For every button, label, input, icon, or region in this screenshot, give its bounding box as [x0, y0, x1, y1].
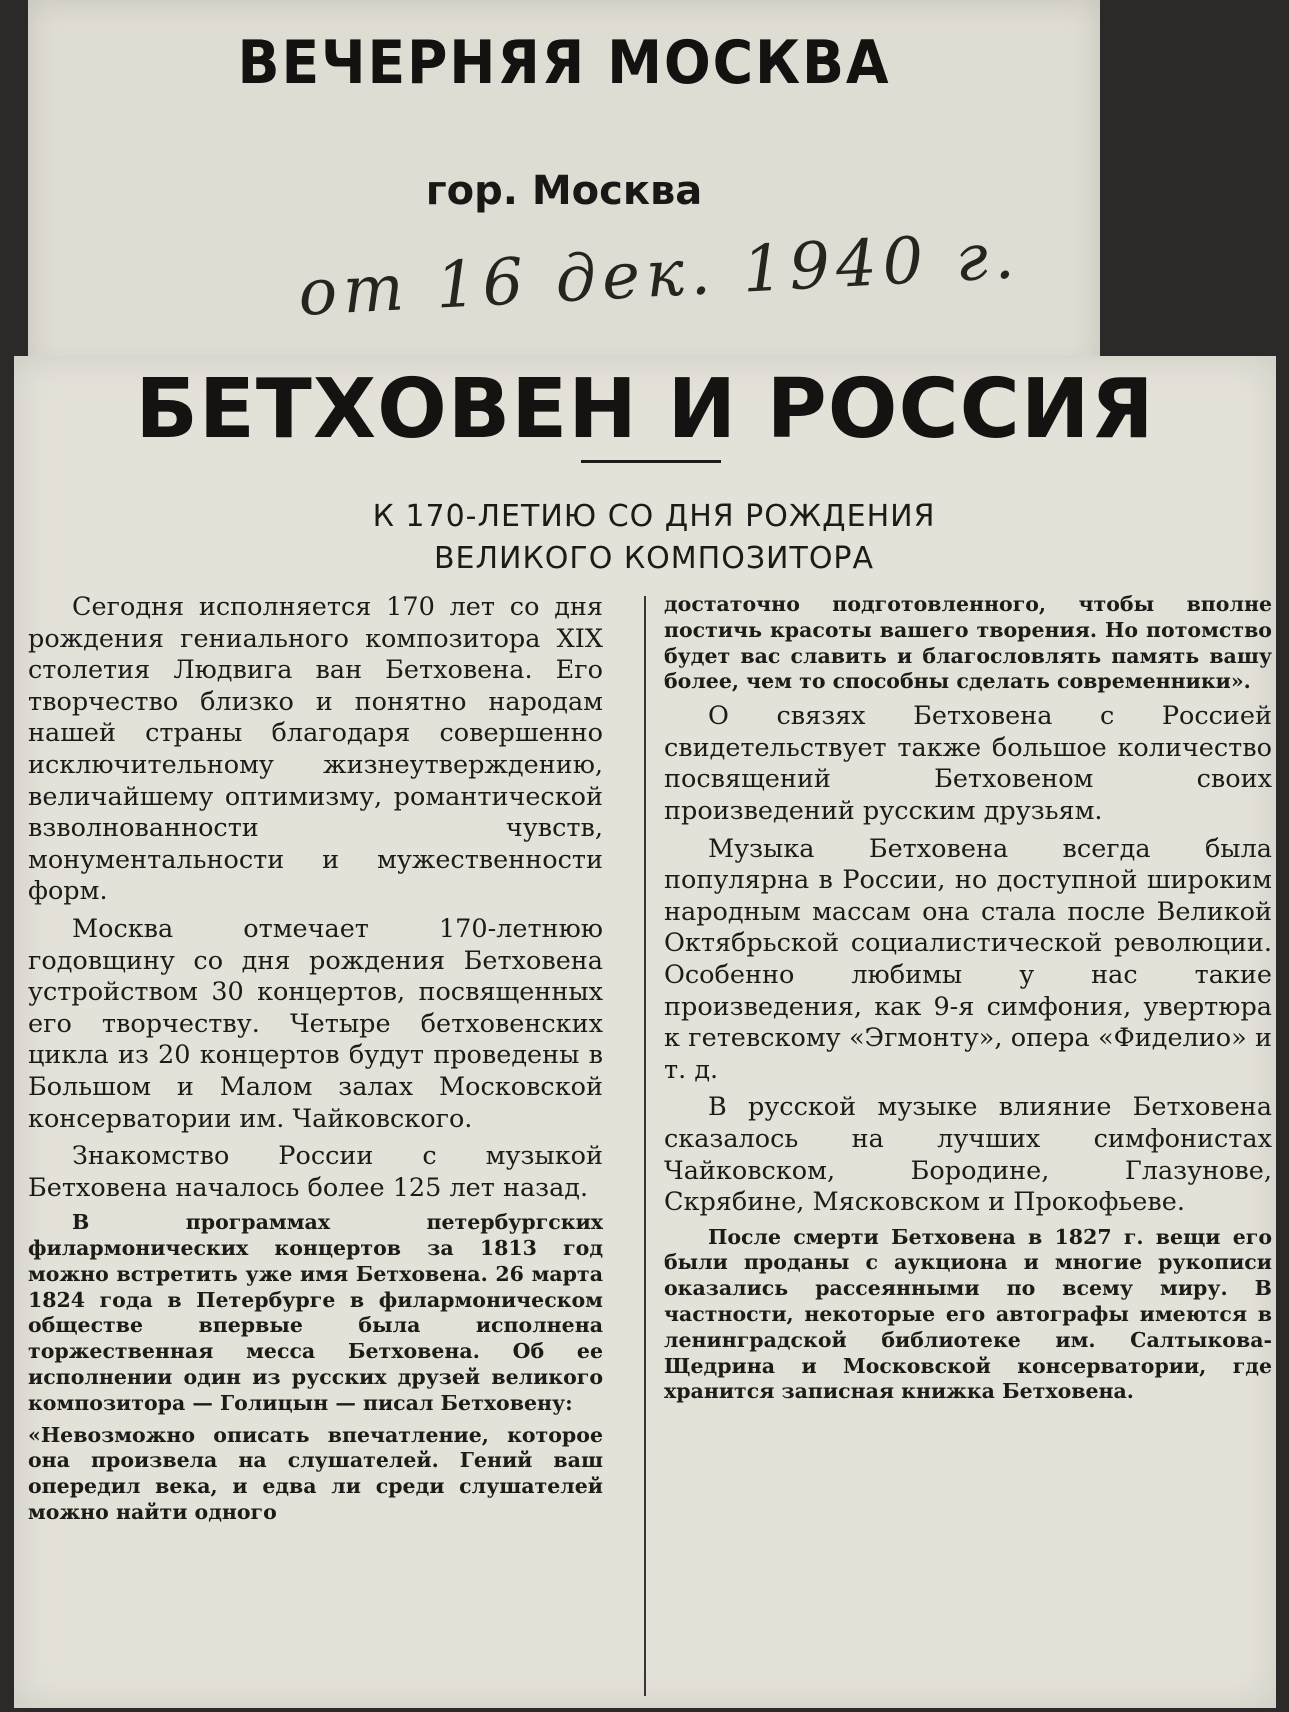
article-title: БЕТХОВЕН И РОССИЯ: [135, 362, 1155, 457]
paragraph: Музыка Бетховена всегда была популярна в России, но доступной широким народным массам она стала после Великой Октябрьской социалистической революции. Особенно любимы у нас такие произведения, как 9-я симфония, увертюра к гетевскому «Эгмонту», опера «Фиделио» и т. д.: [664, 833, 1272, 1085]
paragraph: Сегодня исполняется 170 лет со дня рождения гениального композитора XIX столетия Людвига ван Бетховена. Его творчество близко и понятно народам нашей страны благодаря совершенно исключительному жизнеутверждению, величайшему оптимизму, романтической взволнованности чувств, монументальности и мужественности форм.: [28, 592, 603, 907]
masthead-slip: [28, 0, 1100, 372]
paragraph: О связях Бетховена с Россией свидетельствует также большое количество посвящений Бетховеном своих произведений русским друзьям.: [664, 701, 1272, 826]
title-rule: [581, 460, 721, 463]
left-column: [28, 592, 603, 1532]
newspaper-stamp: ВЕЧЕРНЯЯ МОСКВА: [237, 28, 891, 98]
paragraph-small: После смерти Бетховена в 1827 г. вещи его были проданы с аукциона и многие рукописи оказались рассеянными по всему миру. В частности, некоторые его автографы имеются в ленинградской библиотеке им. Салтыкова-Щедрина и Московской консерватории, где хранится записная книжка Бетховена.: [664, 1224, 1272, 1404]
paragraph: В русской музыке влияние Бетховена сказалось на лучших симфонистах Чайковском, Бородине, Глазунове, Скрябине, Мясковском и Прокофьеве.: [664, 1092, 1272, 1218]
article-subtitle-line2: ВЕЛИКОГО КОМПОЗИТОРА: [433, 541, 875, 576]
article-subtitle-line1: К 170-ЛЕТИЮ СО ДНЯ РОЖДЕНИЯ: [372, 499, 936, 534]
handwritten-date: от 16 дек. 1940 г.: [296, 219, 1023, 331]
quote-continuation: достаточно подготовленного, чтобы вполне постичь красоты вашего творения. Но потомство будет вас славить и благословлять память вашу более, чем то способны сделать современники».: [664, 592, 1272, 694]
paragraph: Знакомство России с музыкой Бетховена началось более 125 лет назад.: [28, 1141, 603, 1203]
paragraph: Москва отмечает 170-летнюю годовщину со дня рождения Бетховена устройством 30 концертов, посвященных его творчеству. Четыре бетховенских цикла из 20 концертов будут проведены в Большом и Малом залах Московской консерватории им. Чайковского.: [28, 913, 603, 1134]
quote-paragraph: «Невозможно описать впечатление, которое она произвела на слушателей. Гений ваш опередил века, и едва ли среди слушателей можно найти одного: [28, 1422, 603, 1525]
article-clipping: [14, 356, 1276, 1708]
city-stamp: гор. Москва: [425, 168, 703, 214]
right-column: [664, 592, 1272, 1411]
paragraph-small: В программах петербургских филармонических концертов за 1813 год можно встретить уже имя Бетховена. 26 марта 1824 года в Петербурге в филармоническом обществе впервые была исполнена торжественная месса Бетховена. Об ее исполнении один из русских друзей великого композитора — Голицын — писал Бетховену:: [28, 1210, 603, 1415]
column-divider: [644, 596, 646, 1696]
